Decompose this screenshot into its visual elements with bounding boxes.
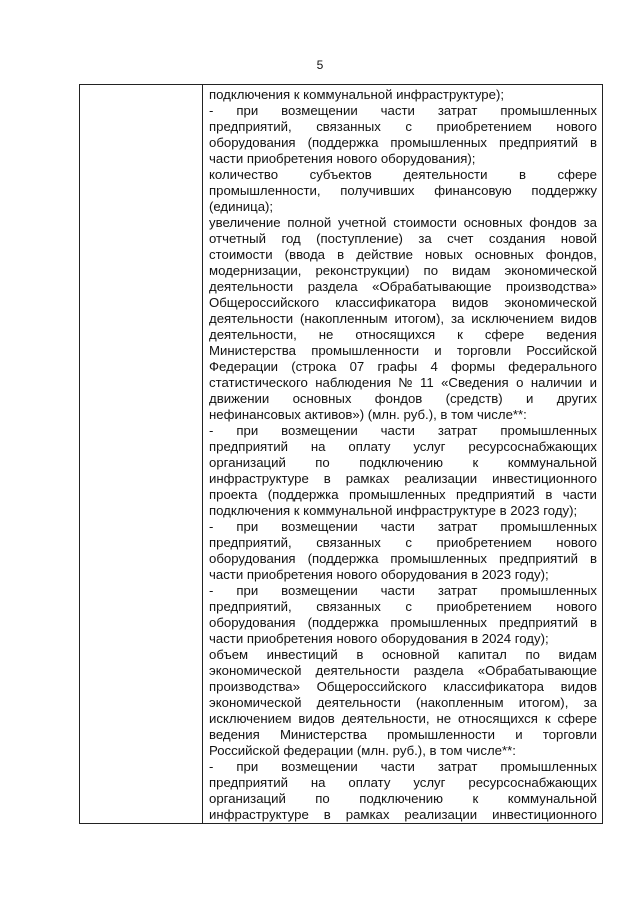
text-line: деятельности раздела «Обрабатывающие производства» bbox=[209, 279, 597, 294]
text-line: части приобретения нового оборудования); bbox=[209, 151, 476, 166]
text-line: предприятий на оплату услуг ресурсоснабжающих bbox=[209, 439, 597, 454]
text-line: модернизации, реконструкции) по видам экономической bbox=[209, 263, 597, 278]
text-line: части приобретения нового оборудования в 2023 году); bbox=[209, 567, 549, 582]
text-line: увеличение полной учетной стоимости основных фондов за bbox=[209, 215, 597, 230]
text-line: организаций по подключению к коммунальной bbox=[209, 455, 597, 470]
text-line: Министерства промышленности и торговли Российской bbox=[209, 343, 597, 358]
text-line: инфраструктуре в рамках реализации инвестиционного bbox=[209, 807, 597, 822]
text-line: - при возмещении части затрат промышленных bbox=[209, 103, 597, 118]
text-line: Федерации (строка 07 графы 4 формы федерального bbox=[209, 359, 597, 374]
text-line: предприятий, связанных с приобретением нового bbox=[209, 535, 597, 550]
text-line: движении основных фондов (средств) и других bbox=[209, 391, 597, 406]
text-line: объем инвестиций в основной капитал по видам bbox=[209, 647, 597, 662]
text-line: предприятий, связанных с приобретением нового bbox=[209, 119, 597, 134]
text-line: оборудования (поддержка промышленных предприятий в bbox=[209, 615, 597, 630]
text-line: части приобретения нового оборудования в 2024 году); bbox=[209, 631, 549, 646]
text-line: ведения Министерства промышленности и торговли bbox=[209, 727, 597, 742]
text-cell bbox=[209, 87, 597, 823]
text-line: промышленности, получивших финансовую поддержку bbox=[209, 183, 597, 198]
text-line: Общероссийского классификатора видов экономической bbox=[209, 295, 597, 310]
page-number: 5 bbox=[316, 58, 324, 72]
text-line: статистического наблюдения № 11 «Сведения о наличии и bbox=[209, 375, 597, 390]
text-line: нефинансовых активов») (млн. руб.), в том числе**: bbox=[209, 407, 527, 422]
text-line: инфраструктуре в рамках реализации инвестиционного bbox=[209, 471, 597, 486]
text-line: предприятий на оплату услуг ресурсоснабжающих bbox=[209, 775, 597, 790]
text-line: отчетный год (поступление) за счет создания новой bbox=[209, 231, 597, 246]
text-line: деятельности, не относящихся к сфере ведения bbox=[209, 327, 597, 342]
text-line: (единица); bbox=[209, 199, 274, 214]
text-line: подключения к коммунальной инфраструктуре в 2023 году); bbox=[209, 503, 578, 518]
text-line: экономической деятельности раздела «Обрабатывающие bbox=[209, 663, 597, 678]
text-line: оборудования (поддержка промышленных предприятий в bbox=[209, 135, 597, 150]
text-line: проекта (поддержка промышленных предприятий в части bbox=[209, 487, 597, 502]
text-line: - при возмещении части затрат промышленных bbox=[209, 423, 597, 438]
text-line: исключением видов деятельности, не относящихся к сфере bbox=[209, 711, 597, 726]
text-line: Российской федерации (млн. руб.), в том числе**: bbox=[209, 743, 516, 758]
column-divider bbox=[202, 85, 203, 823]
text-line: - при возмещении части затрат промышленных bbox=[209, 759, 597, 774]
text-line: - при возмещении части затрат промышленных bbox=[209, 583, 597, 598]
text-line: организаций по подключению к коммунальной bbox=[209, 791, 597, 806]
text-line: стоимости (ввода в действие новых основных фондов, bbox=[209, 247, 597, 262]
text-line: деятельности (накопленным итогом), за исключением видов bbox=[209, 311, 597, 326]
text-line: производства» Общероссийского классификатора видов bbox=[209, 679, 597, 694]
text-line: количество субъектов деятельности в сфере bbox=[209, 167, 597, 182]
text-line: подключения к коммунальной инфраструктуре); bbox=[209, 87, 504, 102]
text-line: - при возмещении части затрат промышленных bbox=[209, 519, 597, 534]
text-line: предприятий, связанных с приобретением нового bbox=[209, 599, 597, 614]
text-line: экономической деятельности (накопленным итогом), за bbox=[209, 695, 597, 710]
text-line: оборудования (поддержка промышленных предприятий в bbox=[209, 551, 597, 566]
content-table bbox=[79, 84, 603, 824]
